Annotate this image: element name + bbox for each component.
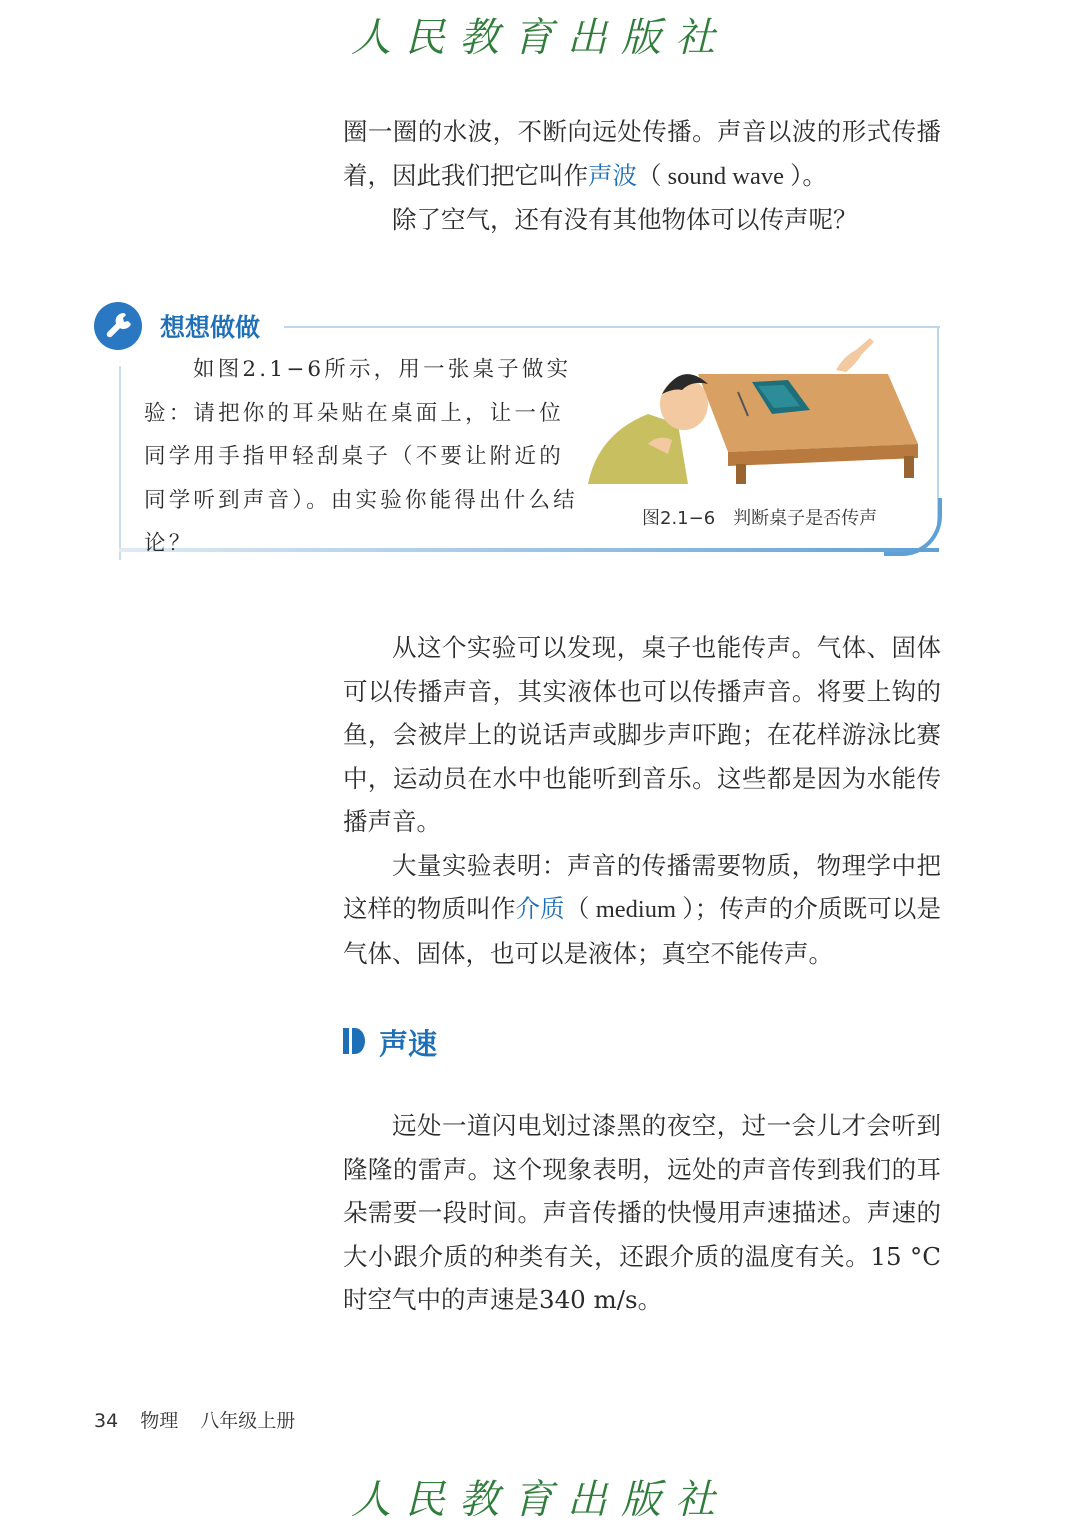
subject-label: 物理 — [140, 1410, 179, 1432]
figure-student-listening-to-desk — [588, 334, 928, 484]
paragraph-question: 除了空气，还有没有其他物体可以传声呢？ — [392, 205, 858, 234]
section-marker-icon — [343, 1028, 365, 1054]
term-sound-wave: 声波 — [588, 160, 637, 190]
term-sound-wave-en: （ sound wave ） — [637, 162, 803, 190]
paragraph-speed-of-sound: 远处一道闪电划过漆黑的夜空，过一会儿才会听到隆隆的雷声。这个现象表明，远处的声音传到我们的耳朵需要一段时间。声音传播的快慢用声速描述。声速的大小跟介质的种类有关，还跟介质的温度有关。15 °C时空气中的声速是340 m/s。 — [343, 1111, 941, 1314]
paragraph-sound-wave — [343, 110, 941, 242]
activity-instructions: 如图2.1−6所示，用一张桌子做实验：请把你的耳朵贴在桌面上，让一位同学用手指甲轻刮桌子（不要让附近的同学听到声音）。由实验你能得出什么结论？ — [144, 357, 578, 556]
figure-caption: 图2.1−6 判断桌子是否传声 — [642, 508, 878, 529]
paragraph-block-propagation — [343, 626, 941, 975]
activity-title: 想想做做 — [160, 313, 261, 342]
wrench-icon — [94, 302, 142, 350]
term-medium: 介质 — [515, 894, 565, 923]
page-number: 34 — [94, 1410, 119, 1432]
publisher-watermark-top: 人民教育出版社 — [351, 15, 729, 61]
activity-border-top — [284, 326, 940, 328]
page-footer — [94, 1406, 317, 1433]
grade-label: 八年级上册 — [200, 1410, 296, 1432]
paragraph-medium: 大量实验表明：声音的传播需要物质，物理学中把这样的物质叫作介质（ medium ）；传声的介质既可以是气体、固体，也可以是液体；真空不能传声。 — [343, 850, 942, 968]
activity-border-left — [119, 366, 121, 560]
paragraph-liquid-transmits: 从这个实验可以发现，桌子也能传声。气体、固体可以传播声音，其实液体也可以传播声音。将要上钩的鱼，会被岸上的说话声或脚步声吓跑；在花样游泳比赛中，运动员在水中也能听到音乐。这些都是因为水能传播声音。 — [343, 633, 941, 836]
paragraph-sound-wave-text: 圈一圈的水波，不断向远处传播。声音以波的形式传播着，因此我们把它叫作声波（ sound wave ）。 — [343, 117, 941, 190]
activity-box — [94, 300, 942, 562]
publisher-watermark-bottom: 人民教育出版社 — [351, 1477, 729, 1523]
term-medium-en: （ medium ） — [564, 896, 695, 923]
section-title: 声速 — [379, 1027, 438, 1061]
